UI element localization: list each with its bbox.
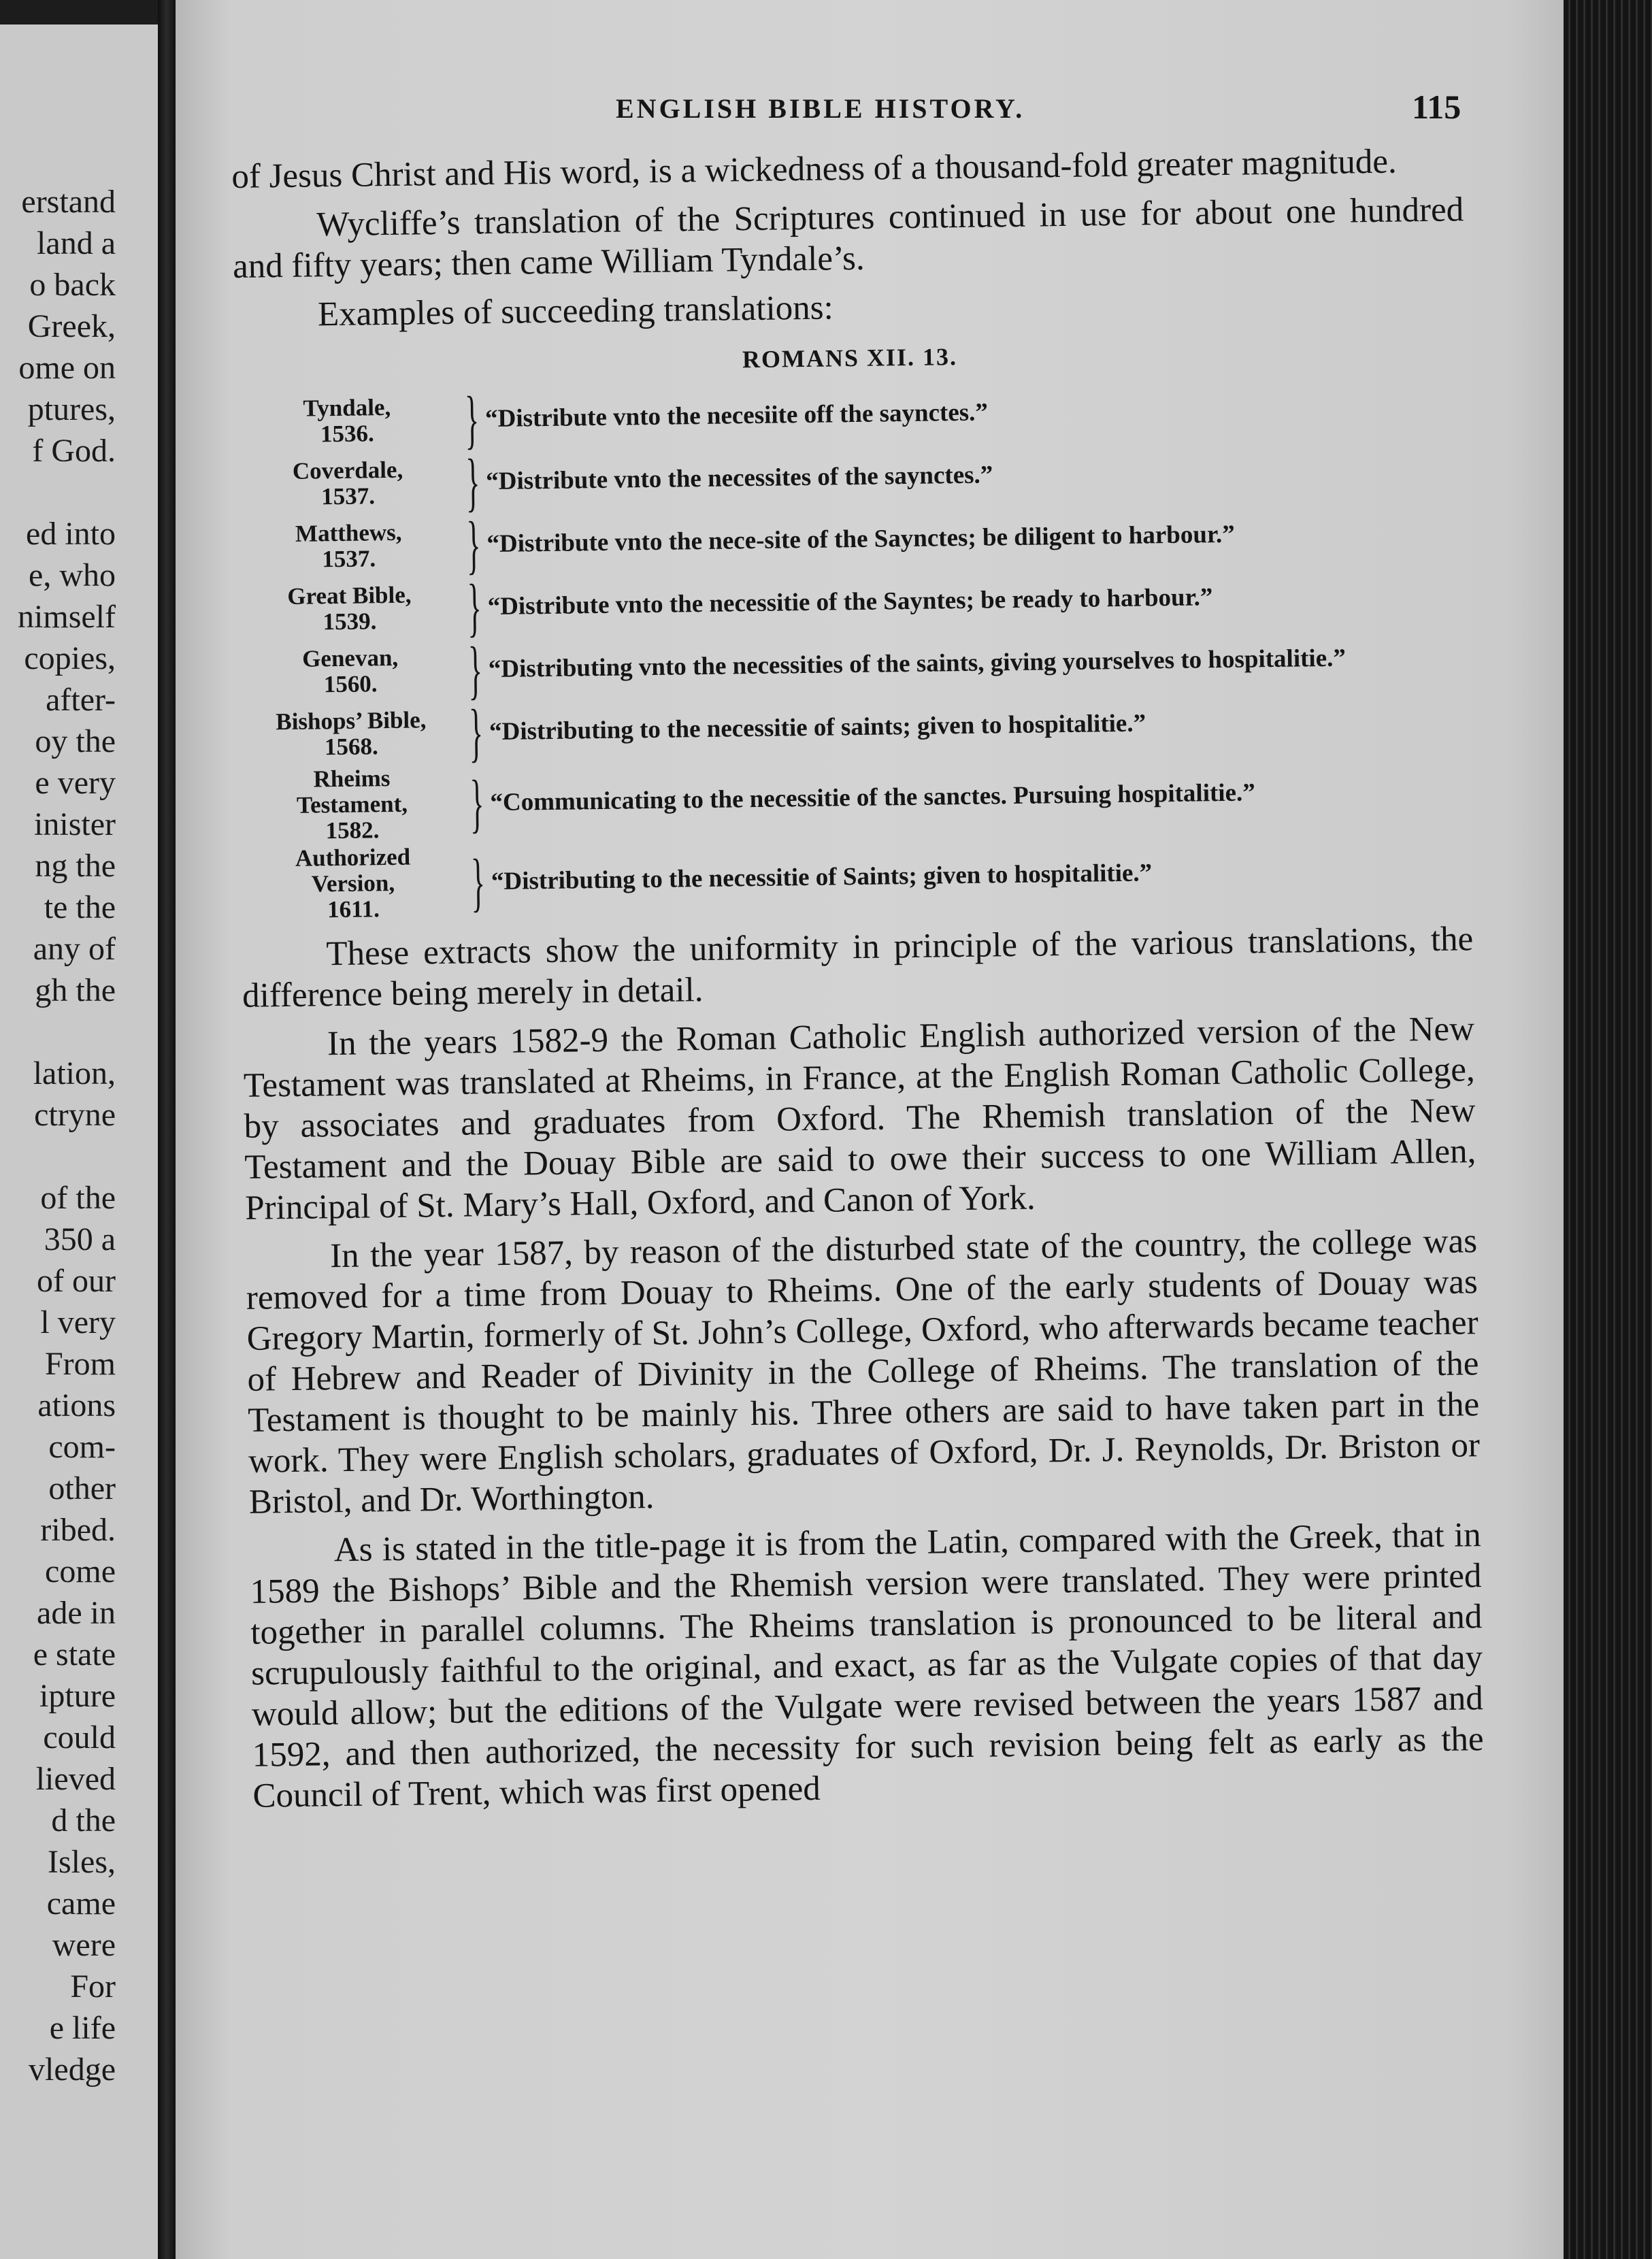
- translation-text: “Distribute vnto the nece-site of the Saynctes; be diligent to harbour.”: [486, 520, 1235, 559]
- left-page-line: come: [45, 1553, 116, 1589]
- left-page-line: e life: [49, 2010, 116, 2046]
- left-page-fragment: [0, 24, 158, 2259]
- left-page-line: From: [44, 1346, 116, 1382]
- brace-glyph: }: [467, 570, 482, 644]
- brace-glyph: }: [466, 508, 482, 581]
- book-gutter: [158, 0, 176, 2259]
- intro-paragraph-3: Examples of succeeding translations:: [317, 288, 834, 334]
- left-page-line: Isles,: [48, 1844, 116, 1880]
- left-page-line: oy the: [35, 723, 116, 759]
- translation-label: Genevan, 1560.: [301, 644, 399, 698]
- left-page-line: were: [52, 1927, 116, 1963]
- left-page-line: other: [48, 1470, 116, 1506]
- brace-glyph: }: [470, 845, 486, 919]
- left-page-line: ations: [37, 1387, 116, 1423]
- translation-label: Authorized Version, 1611.: [295, 843, 411, 923]
- body-paragraph-1: These extracts show the uniformity in principle of the various translations, the difference being merely in detail.: [242, 920, 1474, 1015]
- left-page-line: lieved: [35, 1761, 116, 1797]
- left-page-line: 350 a: [44, 1221, 116, 1257]
- left-page-line: l very: [40, 1304, 116, 1340]
- intro-paragraph-1: of Jesus Christ and His word, is a wickedness of a thousand-fold greater magnitude.: [231, 142, 1398, 196]
- translation-text: “Distributing to the necessitie of saints; given to hospitalitie.”: [489, 709, 1146, 746]
- brace-glyph: }: [465, 445, 480, 518]
- translation-label: Great Bible, 1539.: [287, 581, 412, 636]
- left-page-line: lation,: [33, 1055, 116, 1091]
- left-page-line: e state: [33, 1636, 116, 1672]
- left-page-line: gh the: [35, 972, 116, 1008]
- left-page-line: [18, 1136, 116, 1177]
- left-page-line: ed into: [26, 516, 116, 552]
- translation-text: “Distribute vnto the necessitie of the Sayntes; be ready to harbour.”: [487, 583, 1213, 621]
- translation-table-title: ROMANS XII. 13.: [742, 343, 958, 374]
- left-page-line: ribed.: [40, 1512, 116, 1548]
- left-page-line: For: [70, 1968, 116, 2005]
- left-page-line: d the: [51, 1802, 116, 1838]
- left-page-line: com-: [48, 1429, 116, 1465]
- translation-text: “Communicating to the necessitie of the sanctes. Pursuing hospitalitie.”: [490, 778, 1255, 817]
- body-paragraph-4: As is stated in the title-page it is from the Latin, compared with the Greek, that in 1589 the Bishops’ Bible and the Rhemish version were translated. They were printed together in parallel columns. The Rheims translation is pronounced to be literal and scrupulously faithful to the original, and exact, as far as the Vulgate copies of that day would allow; but the editions of the Vulgate were revised between the years 1587 and 1592, and then authorized, the necessity for such revision being felt as early as the Council of Trent, which was first opened: [250, 1516, 1484, 1815]
- left-page-line: ctryne: [34, 1097, 116, 1133]
- page-number: 115: [1412, 88, 1461, 126]
- left-page-line: copies,: [24, 640, 116, 676]
- left-page-line: inister: [34, 806, 116, 842]
- translation-text: “Distribute vnto the necesiite off the saynctes.”: [484, 398, 989, 433]
- left-page-line: ade in: [37, 1595, 116, 1631]
- brace-glyph: }: [467, 633, 483, 706]
- left-page-line: land a: [37, 225, 116, 261]
- left-page-line: of the: [40, 1180, 116, 1216]
- brace-glyph: }: [469, 766, 485, 840]
- left-page-line: of our: [37, 1263, 116, 1299]
- left-page-line: ome on: [18, 350, 116, 386]
- left-page-line: ptures,: [27, 391, 116, 427]
- translation-row: [239, 751, 1472, 845]
- brace-glyph: }: [464, 382, 480, 456]
- body-paragraph-2: In the years 1582-9 the Roman Catholic English authorized version of the New Testament was translated at Rheims, in France, at the English Roman Catholic College, by associates and graduates from Oxford. The Rhemish translation of the New Testament and the Douay Bible are said to owe their success to one William Allen, Principal of St. Mary’s Hall, Oxford, and Canon of York.: [243, 1010, 1476, 1227]
- translation-label: Matthews, 1537.: [295, 518, 402, 573]
- translation-label: Rheims Testament, 1582.: [296, 765, 408, 844]
- translation-label: Bishops’ Bible, 1568.: [276, 706, 427, 761]
- translation-label: Coverdale, 1537.: [292, 456, 403, 510]
- translation-text: “Distributing vnto the necessities of the saints, giving yourselves to hospitalitie.”: [488, 644, 1347, 684]
- translation-text: “Distributing to the necessitie of Saints; given to hospitalitie.”: [491, 859, 1153, 896]
- left-page-line: e, who: [29, 557, 116, 593]
- left-page-line: ng the: [35, 848, 116, 884]
- left-page-line: e very: [35, 765, 116, 801]
- body-paragraphs: [242, 919, 1485, 1817]
- left-page-line: [18, 472, 116, 513]
- page-content: [231, 140, 1485, 1824]
- brace-glyph: }: [468, 695, 484, 769]
- left-page-line: o back: [29, 267, 116, 303]
- left-page-line: Greek,: [27, 308, 116, 344]
- page-edges: [1564, 0, 1652, 2259]
- left-page-line: vledge: [29, 2051, 116, 2088]
- body-paragraph-3: In the year 1587, by reason of the disturbed state of the country, the college was removed for a time from Douay to Rheims. One of the early students of Douay was Gregory Martin, formerly of St. John’s College, Oxford, who afterwards became teacher of Hebrew and Reader of Divinity in the College of Rheims. The translation of the Testament is thought to be mainly his. Three others are said to have taken part in the work. They were English scholars, graduates of Oxford, Dr. J. Reynolds, Dr. Briston or Bristol, and Dr. Worthington.: [246, 1222, 1481, 1521]
- translation-text: “Distribute vnto the necessites of the saynctes.”: [486, 461, 993, 496]
- left-page-line: any of: [33, 931, 116, 967]
- intro-paragraph-2: Wycliffe’s translation of the Scriptures continued in use for about one hundred and fifty years; then came William Tyndale’s.: [232, 191, 1464, 286]
- left-page-line: after-: [46, 682, 116, 718]
- left-page-line: nimself: [18, 599, 116, 635]
- translation-row: [240, 830, 1472, 924]
- running-head: ENGLISH BIBLE HISTORY.: [616, 93, 1025, 124]
- left-page-line: [18, 1011, 116, 1053]
- left-page-line: ipture: [39, 1678, 116, 1714]
- translation-label: Tyndale, 1536.: [303, 393, 391, 448]
- translation-table: [235, 376, 1473, 924]
- left-page-line: te the: [44, 889, 116, 925]
- left-page-line: came: [46, 1885, 116, 1922]
- left-page-line: f God.: [32, 433, 116, 469]
- left-page-line: could: [43, 1719, 116, 1755]
- left-page-line: erstand: [21, 184, 116, 220]
- left-page-text: [18, 181, 116, 2090]
